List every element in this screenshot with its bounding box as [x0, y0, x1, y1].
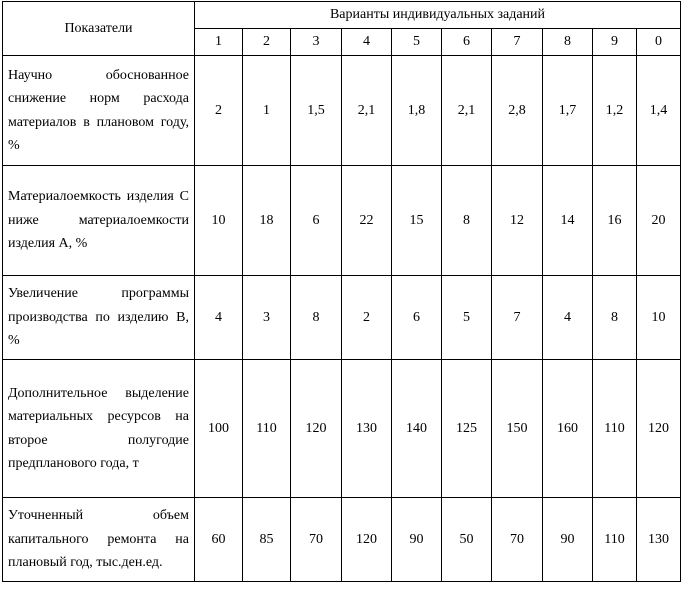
row-value: 120	[637, 360, 681, 498]
row-value: 50	[442, 498, 492, 582]
row-value: 2	[195, 56, 243, 166]
row-value: 1	[243, 56, 291, 166]
variant-number: 8	[543, 29, 593, 56]
row-value: 7	[492, 276, 543, 360]
row-value: 8	[593, 276, 637, 360]
row-value: 1,5	[291, 56, 342, 166]
variant-number: 2	[243, 29, 291, 56]
variant-number: 7	[492, 29, 543, 56]
row-value: 130	[637, 498, 681, 582]
row-value: 90	[543, 498, 593, 582]
row-value: 1,8	[392, 56, 442, 166]
row-value: 160	[543, 360, 593, 498]
row-value: 100	[195, 360, 243, 498]
row-label: Уточненный объем капитального ремонта на плановый год, тыс.ден.ед.	[3, 498, 195, 582]
row-value: 150	[492, 360, 543, 498]
table-row	[3, 166, 681, 276]
row-value: 8	[291, 276, 342, 360]
row-value: 70	[291, 498, 342, 582]
row-value: 15	[392, 166, 442, 276]
row-value: 130	[342, 360, 392, 498]
variant-number: 5	[392, 29, 442, 56]
header-variants: Варианты индивидуальных заданий	[195, 2, 681, 29]
row-value: 110	[243, 360, 291, 498]
row-value: 5	[442, 276, 492, 360]
row-value: 1,2	[593, 56, 637, 166]
variant-number: 4	[342, 29, 392, 56]
row-value: 2,1	[442, 56, 492, 166]
row-label: Увеличение программы производства по изделию В, %	[3, 276, 195, 360]
table-row	[3, 360, 681, 498]
row-label: Дополнительное выделение материальных ресурсов на второе полугодие предпланового года, т	[3, 360, 195, 498]
variant-number: 6	[442, 29, 492, 56]
row-value: 18	[243, 166, 291, 276]
row-value: 70	[492, 498, 543, 582]
row-value: 2,8	[492, 56, 543, 166]
row-value: 22	[342, 166, 392, 276]
row-value: 85	[243, 498, 291, 582]
variant-number: 9	[593, 29, 637, 56]
header-indicators: Показатели	[3, 2, 195, 56]
table-row	[3, 56, 681, 166]
row-value: 14	[543, 166, 593, 276]
row-value: 20	[637, 166, 681, 276]
row-value: 8	[442, 166, 492, 276]
row-value: 60	[195, 498, 243, 582]
row-value: 16	[593, 166, 637, 276]
variant-number: 1	[195, 29, 243, 56]
variant-number: 0	[637, 29, 681, 56]
row-value: 120	[342, 498, 392, 582]
row-value: 4	[543, 276, 593, 360]
row-value: 120	[291, 360, 342, 498]
row-value: 110	[593, 498, 637, 582]
row-value: 3	[243, 276, 291, 360]
table-row	[3, 498, 681, 582]
row-value: 2	[342, 276, 392, 360]
row-label: Материалоемкость изделия С ниже материалоемкости изделия А, %	[3, 166, 195, 276]
row-value: 4	[195, 276, 243, 360]
row-value: 12	[492, 166, 543, 276]
variant-number: 3	[291, 29, 342, 56]
row-value: 6	[291, 166, 342, 276]
variants-table	[2, 1, 681, 582]
row-value: 1,7	[543, 56, 593, 166]
row-value: 6	[392, 276, 442, 360]
row-value: 140	[392, 360, 442, 498]
row-value: 125	[442, 360, 492, 498]
table-row	[3, 276, 681, 360]
row-value: 90	[392, 498, 442, 582]
row-value: 10	[637, 276, 681, 360]
row-value: 110	[593, 360, 637, 498]
row-value: 2,1	[342, 56, 392, 166]
row-value: 10	[195, 166, 243, 276]
row-label: Научно обоснованное снижение норм расхода материалов в плановом году, %	[3, 56, 195, 166]
row-value: 1,4	[637, 56, 681, 166]
